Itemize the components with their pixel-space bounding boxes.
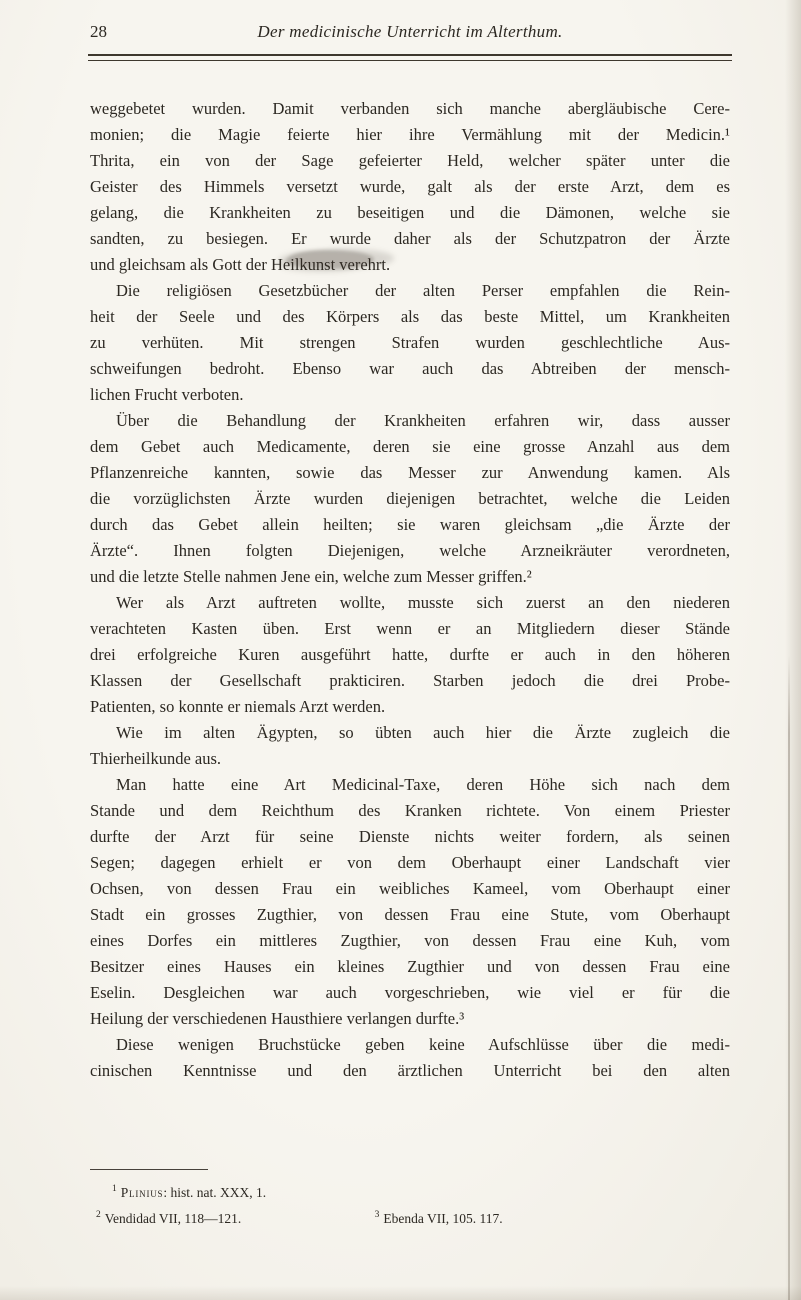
text-line: Über die Behandlung der Krankheiten erfahren wir, dass ausser [116,411,730,430]
paragraph [90,408,730,590]
text-line: durfte der Arzt für seine Dienste nichts weiter fordern, als seinen [90,827,730,846]
text-line: Wie im alten Ägypten, so übten auch hier die Ärzte zugleich die [116,723,730,742]
paragraph [90,590,730,720]
text-line: heit der Seele und des Körpers als das beste Mittel, um Krankheiten [90,307,730,326]
text-line: Thierheilkunde aus. [90,749,222,768]
text-line: weggebetet wurden. Damit verbanden sich manche abergläubische Cere- [90,99,730,118]
text-line: Pflanzenreiche kannten, sowie das Messer zur Anwendung kamen. Als [90,463,730,482]
text-line: Thrita, ein von der Sage gefeierter Held, welcher später unter die [90,151,730,170]
footnote-text: Ebenda VII, 105. 117. [383,1211,503,1226]
running-head: Der medicinische Unterricht im Alterthum. [257,22,563,41]
footnote-text: : hist. nat. XXX, 1. [163,1185,267,1200]
text-line: durch das Gebet allein heilten; sie waren gleichsam „die Ärzte der [90,515,730,534]
text-line: monien; die Magie feierte hier ihre Vermählung mit der Medicin.¹ [90,125,730,144]
body-text [90,96,730,1084]
text-line: Stande und dem Reichthum des Kranken richtete. Von einem Priester [90,801,730,820]
text-line: Ärzte“. Ihnen folgten Diejenigen, welche Arzneikräuter verordneten, [90,541,730,560]
text-line: und die letzte Stelle nahmen Jene ein, welche zum Messer griffen.² [90,567,532,586]
text-line: Eselin. Desgleichen war auch vorgeschrieben, wie viel er für die [90,983,730,1002]
page-number: 28 [90,22,107,41]
footnote-2 [96,1211,241,1226]
text-line: Stadt ein grosses Zugthier, von dessen Frau eine Stute, vom Oberhaupt [90,905,730,924]
text-line: Ochsen, von dessen Frau ein weibliches Kameel, vom Oberhaupt einer [90,879,730,898]
paragraph [90,720,730,772]
footnote-1 [90,1180,730,1206]
footnote-3 [375,1211,503,1226]
paragraph [90,1032,730,1084]
header-rule [88,54,732,61]
text-line: Patienten, so konnte er niemals Arzt werden. [90,697,386,716]
paragraph [90,96,730,278]
text-line: Geister des Himmels versetzt wurde, galt als der erste Arzt, dem es [90,177,730,196]
text-line: verachteten Kasten üben. Erst wenn er an Mitgliedern dieser Stände [90,619,730,638]
text-line: sandten, zu besiegen. Er wurde daher als der Schutzpatron der Ärzte [90,229,730,248]
footnote-marker: 3 [374,1209,380,1220]
text-line: Besitzer eines Hauses ein kleines Zugthier und von dessen Frau eine [90,957,730,976]
text-line: Diese wenigen Bruchstücke geben keine Aufschlüsse über die medi- [116,1035,730,1054]
footnote-marker: 2 [96,1209,101,1220]
text-line: Man hatte eine Art Medicinal-Taxe, deren Höhe sich nach dem [116,775,730,794]
text-line: cinischen Kenntnisse und den ärztlichen Unterricht bei den alten [90,1061,730,1080]
text-line: zu verhüten. Mit strengen Strafen wurden geschlechtliche Aus- [90,333,730,352]
text-line: Wer als Arzt auftreten wollte, musste sich zuerst an den niederen [116,593,730,612]
footnote-row-2 [90,1206,730,1232]
text-line: Heilung der verschiedenen Hausthiere verlangen durfte.³ [90,1009,465,1028]
text-line: die vorzüglichsten Ärzte wurden diejenigen betrachtet, welche die Leiden [90,489,730,508]
scan-edge-artifact [788,655,790,1300]
footnote-separator [90,1169,208,1170]
text-line: Klassen der Gesellschaft prakticiren. Starben jedoch die drei Probe- [90,671,730,690]
text-line: lichen Frucht verboten. [90,385,244,404]
text-line: drei erfolgreiche Kuren ausgeführt hatte, durfte er auch in den höheren [90,645,730,664]
text-line: eines Dorfes ein mittleres Zugthier, von dessen Frau eine Kuh, vom [90,931,730,950]
footnotes [90,1180,730,1232]
footnote-text: Vendidad VII, 118—121. [104,1211,242,1226]
text-line: dem Gebet auch Medicamente, deren sie eine grosse Anzahl aus dem [90,437,730,456]
text-line: gelang, die Krankheiten zu beseitigen und die Dämonen, welche sie [90,203,730,222]
footnote-author: Plinius [120,1185,164,1200]
text-line: Segen; dagegen erhielt er von dem Oberhaupt einer Landschaft vier [90,853,730,872]
paragraph [90,772,730,1032]
page-header [90,22,730,46]
text-line: Die religiösen Gesetzbücher der alten Perser empfahlen die Rein- [116,281,730,300]
paragraph [90,278,730,408]
text-line: schweifungen bedroht. Ebenso war auch das Abtreiben der mensch- [90,359,730,378]
footnote-marker: 1 [112,1183,117,1194]
text-line: und gleichsam als Gott der Heilkunst verehrt. [90,255,391,274]
